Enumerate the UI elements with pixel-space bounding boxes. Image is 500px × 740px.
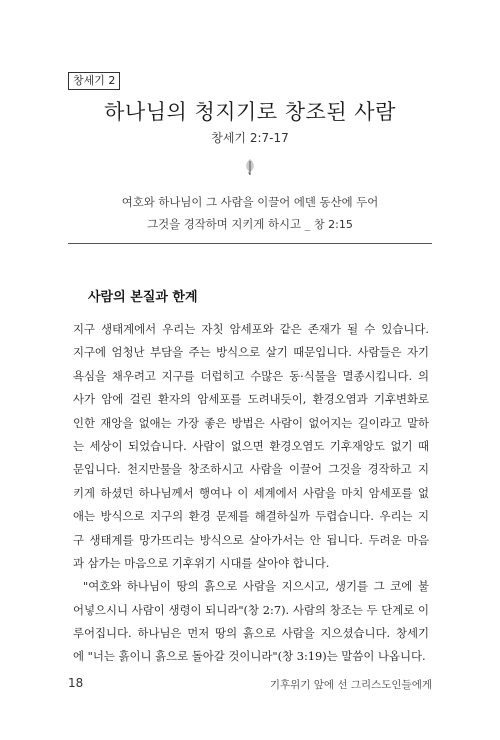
body-line: 문입니다. 천지만물을 창조하시고 사람을 이끌어 그것을 경작하고 지: [73, 462, 429, 477]
epigraph-line-2-text: 그것을 경작하며 지키게 하시고 _: [147, 217, 311, 231]
scripture-reference: 창세기 2:7-17: [211, 131, 289, 145]
epigraph-line-2: [0, 213, 500, 236]
body-line: 욕심을 채우려고 지구를 더럽히고 수많은 동·식물을 멸종시킵니다. 의: [73, 368, 429, 383]
body-line: 지구에 엄청난 부담을 주는 방식으로 살기 때문입니다. 사람들은 자기: [73, 345, 429, 360]
body-line: 인한 재앙을 없애는 가장 좋은 방법은 사람이 없어지는 길이라고 말하: [73, 415, 429, 430]
page-title: 하나님의 청지기로 창조된 사람: [104, 100, 396, 124]
body-line: 키게 하셨던 하나님께서 행여나 이 세계에서 사람을 마치 암세포를 없: [73, 485, 429, 500]
body-line: 구 생태계를 망가뜨리는 방식으로 살아가서는 안 됩니다. 두려운 마음: [73, 532, 429, 547]
body-line: 사가 암에 걸린 환자의 암세포를 도려내듯이, 환경오염과 기후변화로: [73, 392, 429, 407]
divider-rule: [68, 243, 432, 244]
epigraph-line-1: 여호와 하나님이 그 사람을 이끌어 에덴 동산에 두어: [121, 195, 379, 209]
body-line: 지구 생태계에서 우리는 자칫 암세포와 같은 존재가 될 수 있습니다.: [73, 322, 429, 336]
body-line: 어넣으시니 사람이 생령이 되니라"(창 2:7). 사람의 창조는 두 단계로 이: [73, 602, 429, 617]
body-line: "여호와 하나님이 땅의 흙으로 사람을 지으시고, 생기를 그 코에 불: [83, 579, 429, 594]
chapter-tag: 창세기 2: [68, 72, 120, 90]
epigraph-citation: 창 2:15: [314, 218, 353, 231]
section-heading: 사람의 본질과 한계: [88, 290, 198, 305]
body-line: 애는 방식으로 지구의 환경 문제를 해결하실까 두렵습니다. 우리는 지: [73, 509, 429, 524]
leaf-icon: [243, 158, 257, 176]
body-line: 루어집니다. 하나님은 먼저 땅의 흙으로 사람을 지으셨습니다. 창세기: [73, 626, 429, 641]
body-text: [73, 318, 429, 669]
page-number: 18: [68, 676, 84, 690]
body-line: 는 세상이 되었습니다. 사람이 없으면 환경오염도 기후재앙도 없기 때: [73, 438, 429, 453]
body-line: 과 삼가는 마음으로 기후위기 시대를 살아야 합니다.: [73, 555, 330, 570]
running-footer-title: 기후위기 앞에 선 그리스도인들에게: [269, 679, 432, 691]
body-line: 에 "너는 흙이니 흙으로 돌아갈 것이니라"(창 3:19)는 말씀이 나옵니다.: [73, 649, 426, 664]
epigraph: [0, 191, 500, 236]
